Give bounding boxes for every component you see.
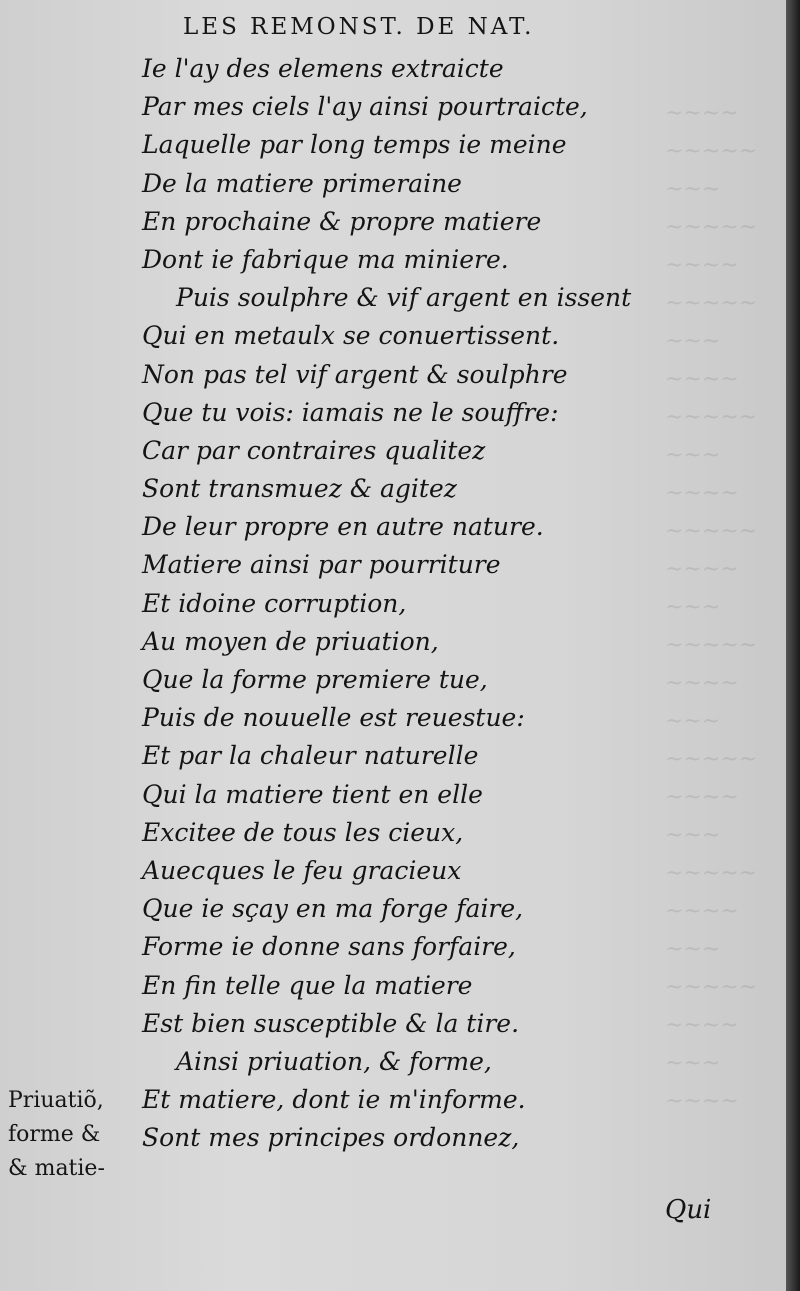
margin-note-line: & matie-	[8, 1156, 105, 1181]
verse-line: Qui la matiere tient en elle	[142, 779, 483, 809]
verse-line: Non pas tel vif argent & soulphre	[142, 359, 568, 389]
verse-line: Que la forme premiere tue,	[142, 665, 488, 694]
margin-note-line: forme &	[8, 1122, 101, 1147]
verse-line: Car par contraires qualitez	[142, 435, 486, 465]
verse-line: Sont mes principes ordonnez,	[142, 1123, 520, 1153]
running-header: LES REMONST. DE NAT.	[183, 14, 535, 40]
verse-line: En prochaine & propre matiere	[142, 206, 542, 236]
verse-line: Matiere ainsi par pourriture	[142, 550, 501, 580]
catchword: Qui	[665, 1195, 712, 1225]
verse-line: Laquelle par long temps ie meine	[142, 130, 567, 160]
margin-note-line: Priuatiõ,	[8, 1088, 104, 1113]
verse-line: Que tu vois: iamais ne le souffre:	[142, 397, 559, 427]
page-edge	[786, 0, 800, 1291]
verse-line: Est bien susceptible & la tire.	[142, 1008, 520, 1038]
verse-line: Et idoine corruption,	[142, 588, 407, 618]
verse-line: De leur propre en autre nature.	[142, 512, 544, 542]
verse-block	[142, 50, 631, 1157]
verse-line: Qui en metaulx se conuertissent.	[142, 321, 560, 351]
verse-line: Sont transmuez & agitez	[142, 474, 457, 504]
verse-line: Par mes ciels l'ay ainsi pourtraicte,	[142, 92, 588, 122]
verse-line: Puis de nouuelle est reuestue:	[142, 703, 525, 733]
bleed-through-text: ~~~~ ~~~~~ ~~~ ~~~~~ ~~~~ ~~~~~ ~~~ ~~~~ ~~~~~ ~~~ ~~~~ ~~~~~ ~~~~ ~~~ ~~~~~ ~~~~ ~~~ ~~~~~ ~~~~ ~~~ ~~~~~ ~~~~ ~~~ ~~~~~ ~~~~ ~~~ ~~~~	[665, 101, 758, 1114]
verse-line: Et par la chaleur naturelle	[142, 741, 479, 771]
verse-line: Auecques le feu gracieux	[142, 855, 462, 885]
verse-line: De la matiere primeraine	[142, 168, 462, 198]
verse-line: Ie l'ay des elemens extraicte	[142, 54, 504, 83]
margin-note	[8, 1084, 105, 1186]
verse-line: Forme ie donne sans forfaire,	[142, 932, 516, 962]
verse-line: Excitee de tous les cieux,	[142, 817, 464, 847]
verse-line: Ainsi priuation, & forme,	[176, 1046, 492, 1076]
verse-line: Que ie sçay en ma forge faire,	[142, 894, 524, 924]
verse-line: Puis soulphre & vif argent en issent	[176, 283, 632, 313]
verse-line: Dont ie fabrique ma miniere.	[142, 244, 509, 274]
verse-line: Au moyen de priuation,	[142, 626, 439, 656]
verse-line: En fin telle que la matiere	[142, 970, 473, 1000]
verse-line: Et matiere, dont ie m'informe.	[142, 1085, 526, 1115]
